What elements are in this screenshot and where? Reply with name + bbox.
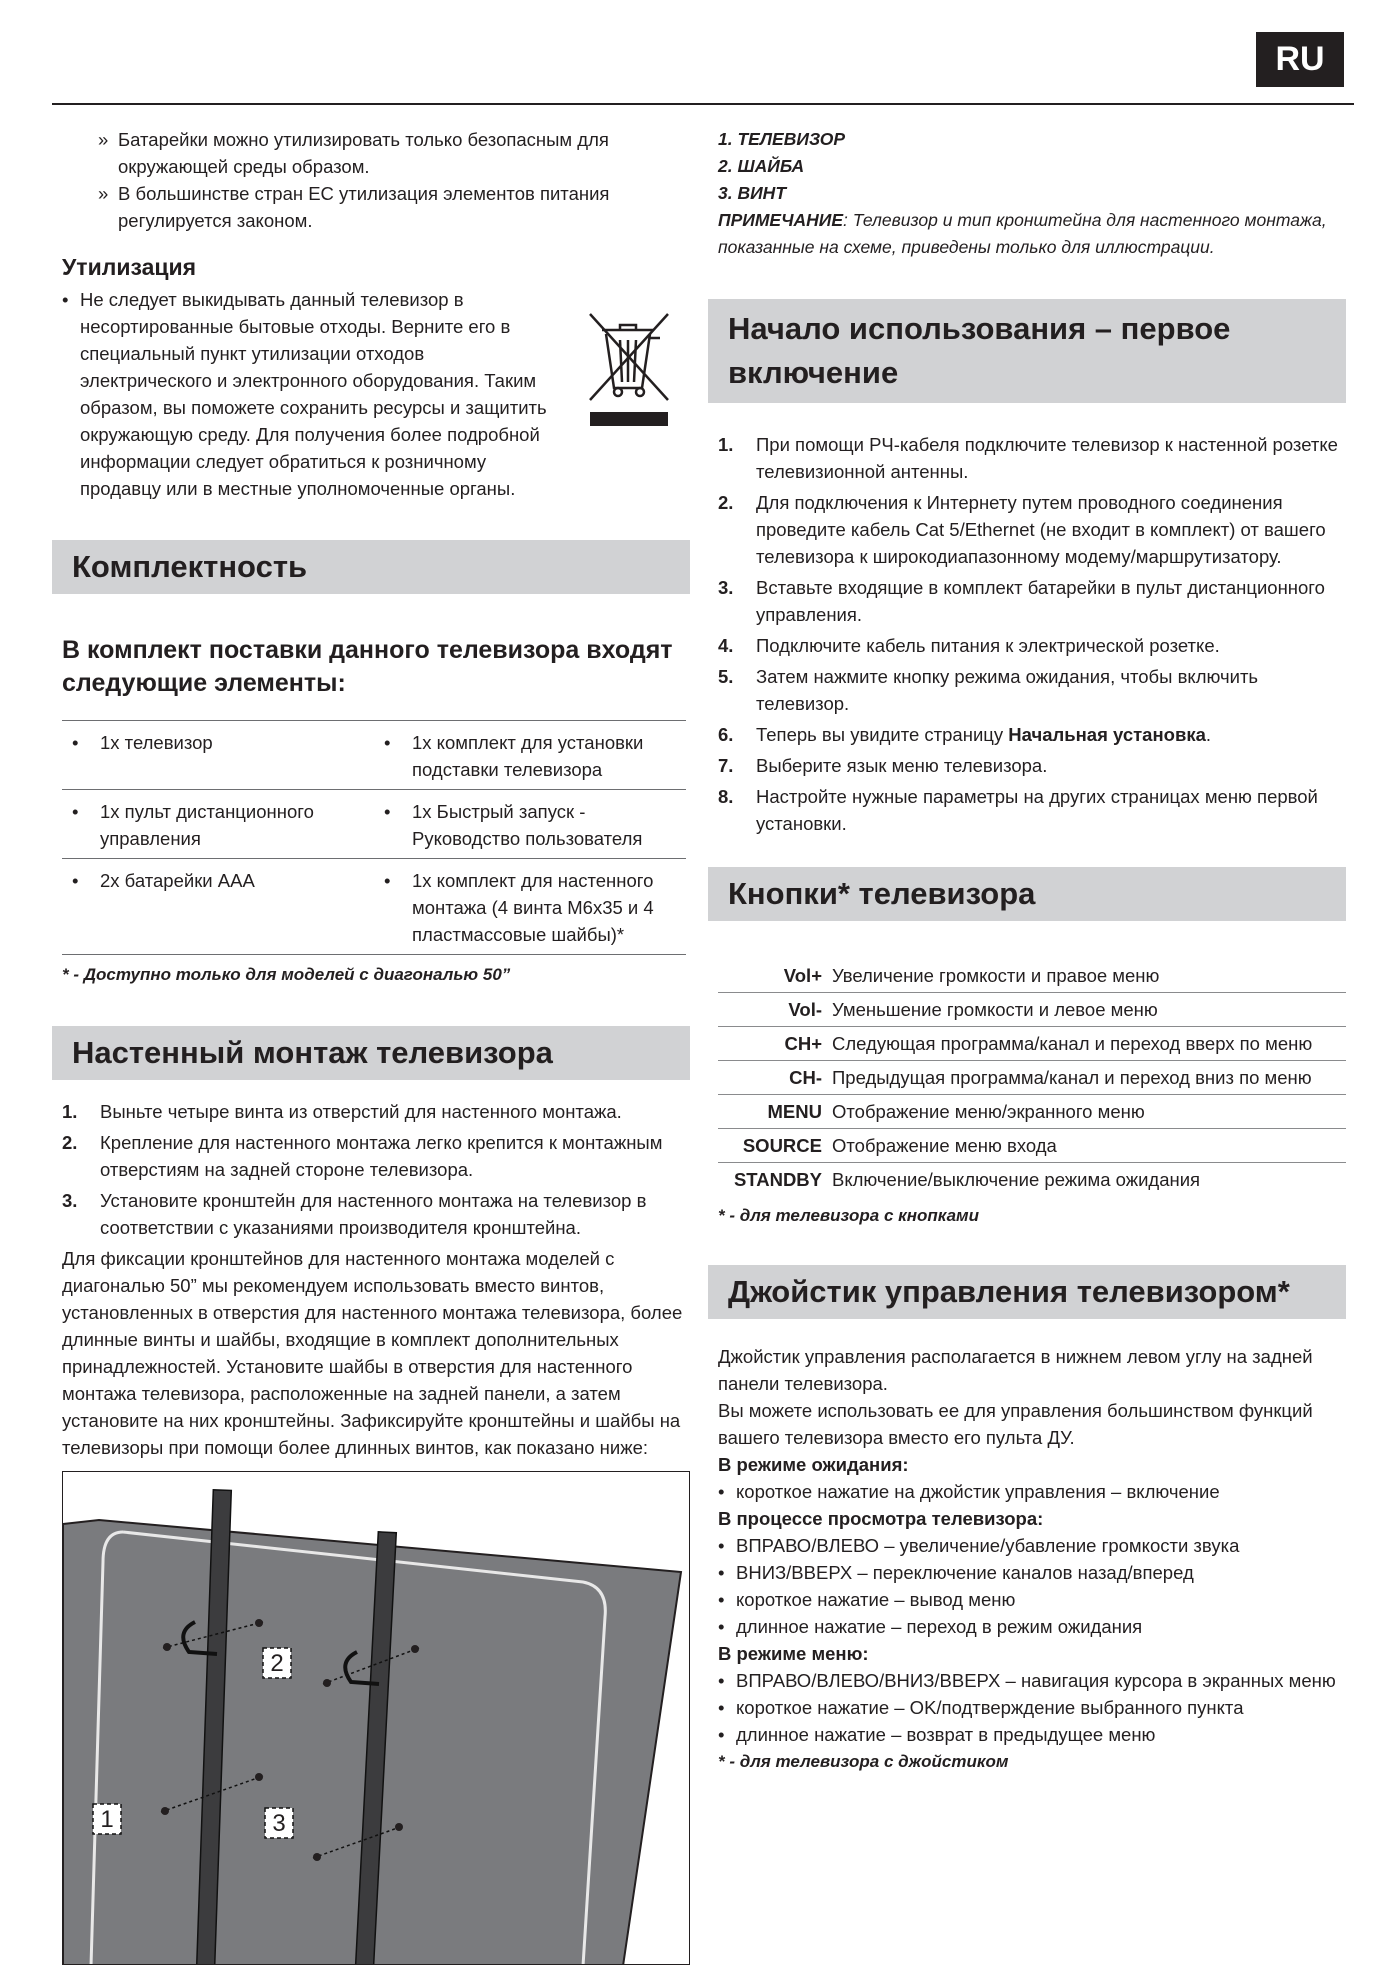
joystick-intro: Вы можете использовать ее для управления большинством функций вашего телевизора вместо его пульта ДУ.: [718, 1400, 1313, 1448]
step-number: 1.: [718, 434, 734, 455]
tv-bracket-drawing: [63, 1472, 690, 1965]
list-item: [708, 574, 1346, 628]
joystick-menu-list: [708, 1667, 1346, 1748]
step-text: Крепление для настенного монтажа легко крепится к монтажным отверстиям на задней стороне телевизора.: [100, 1132, 663, 1180]
battery-notes: [52, 126, 690, 234]
step-text: .: [1205, 724, 1212, 745]
button-desc: Уменьшение громкости и левое меню: [832, 999, 1158, 1020]
kit-item: • 1x телевизор: [62, 729, 374, 756]
joystick-watching-list: [708, 1532, 1346, 1640]
step-text: Теперь вы увидите страницу: [756, 724, 1009, 745]
kit-item: • 1x комплект для установки подставки телевизора: [374, 729, 686, 783]
button-desc: Включение/выключение режима ожидания: [832, 1169, 1201, 1190]
contents-footnote: * - Доступно только для моделей с диагональю 50”: [62, 965, 511, 984]
button-desc: Следующая программа/канал и переход вверх по меню: [832, 1033, 1313, 1054]
joystick-watching-title: В процессе просмотра телевизора:: [718, 1508, 1044, 1529]
button-desc: Увеличение громкости и правое меню: [832, 965, 1160, 986]
table-row: [718, 1129, 1346, 1163]
right-column: [708, 126, 1346, 1775]
joystick-block: [708, 1343, 1346, 1775]
table-row: [718, 1061, 1346, 1095]
list-item: [52, 1187, 690, 1241]
list-item: • ВНИЗ/ВВЕРХ – переключение каналов назад/вперед: [708, 1559, 1346, 1586]
figure-label-2: 2: [270, 1650, 284, 1677]
legend-note: [718, 207, 1346, 261]
step-number: 5.: [718, 666, 734, 687]
joystick-menu-title: В режиме меню:: [718, 1643, 869, 1664]
list-item: [708, 489, 1346, 570]
wall-mount-illustration: [62, 1471, 690, 1965]
figure-label-3: 3: [272, 1810, 286, 1837]
step-number: 3.: [62, 1190, 78, 1211]
table-row: [718, 1163, 1346, 1197]
step-number: 2.: [62, 1132, 78, 1153]
list-item: [708, 663, 1346, 717]
button-key: SOURCE: [742, 1135, 822, 1156]
list-item: • ВПРАВО/ВЛЕВО/ВНИЗ/ВВЕРХ – навигация курсора в экранных меню: [708, 1667, 1346, 1694]
disposal-text: • Не следует выкидывать данный телевизор в несортированные бытовые отходы. Верните его в специальный пункт утилизации отходов электрического и электронного оборудования. Таким образом, вы поможете сохранить ресурсы и защитить окружающую среду. Для получения более подробной информации следует обратиться к розничному продавцу или в местные уполномоченные органы.: [52, 286, 552, 502]
list-item: • короткое нажатие – вывод меню: [708, 1586, 1346, 1613]
joystick-standby-list: [708, 1478, 1346, 1505]
contents-section-header: Комплектность: [52, 540, 690, 594]
step-text: Затем нажмите кнопку режима ожидания, чтобы включить телевизор.: [756, 666, 1259, 714]
step-text: Для подключения к Интернету путем проводного соединения проведите кабель Cat 5/Ethernet (не входит в комплект) от вашего телевизора к широкодиапазонному модему/маршрутизатору.: [756, 492, 1326, 567]
disposal-block: [52, 286, 690, 502]
table-row: [62, 859, 686, 955]
button-desc: Отображение меню/экранного меню: [832, 1101, 1145, 1122]
list-item: [708, 632, 1346, 659]
step-text: Выньте четыре винта из отверстий для настенного монтажа.: [100, 1101, 622, 1122]
kit-item: • 1x комплект для настенного монтажа (4 винта М6x35 и 4 пластмассовые шайбы)*: [374, 867, 686, 948]
button-key: Vol-: [788, 999, 822, 1020]
step-text: При помощи РЧ-кабеля подключите телевизор к настенной розетке телевизионной антенны.: [756, 434, 1338, 482]
legend-item: 3. ВИНТ: [718, 183, 787, 203]
contents-table: [62, 720, 686, 955]
contents-lead: В комплект поставки данного телевизора входят следующие элементы:: [62, 636, 673, 697]
step-number: 6.: [718, 724, 734, 745]
table-row: [718, 993, 1346, 1027]
joystick-intro: Джойстик управления располагается в нижнем левом углу на задней панели телевизора.: [718, 1346, 1313, 1394]
battery-note: » В большинстве стран ЕС утилизация элементов питания регулируется законом.: [52, 180, 690, 234]
table-row: [62, 721, 686, 790]
list-item: [708, 783, 1346, 837]
list-item: [708, 752, 1346, 779]
buttons-section-header: Кнопки* телевизора: [708, 867, 1346, 921]
step-text-bold: Начальная установка: [1008, 724, 1206, 745]
kit-item: • 1x пульт дистанционного управления: [62, 798, 374, 852]
step-number: 8.: [718, 786, 734, 807]
figure-label-1: 1: [100, 1806, 114, 1833]
step-text: Вставьте входящие в комплект батарейки в пульт дистанционного управления.: [756, 577, 1325, 625]
list-item: • длинное нажатие – возврат в предыдущее меню: [708, 1721, 1346, 1748]
left-column: [52, 126, 690, 1965]
getting-started-steps: [708, 431, 1346, 837]
header-rule: [52, 103, 1354, 105]
button-key: CH-: [789, 1067, 822, 1088]
step-number: 1.: [62, 1101, 78, 1122]
step-text: Настройте нужные параметры на других страницах меню первой установки.: [756, 786, 1318, 834]
joystick-footnote: * - для телевизора с джойстиком: [718, 1752, 1009, 1771]
button-key: Vol+: [783, 965, 822, 986]
legend-note-label: ПРИМЕЧАНИЕ: [718, 210, 844, 230]
step-text: Выберите язык меню телевизора.: [756, 755, 1048, 776]
list-item: • короткое нажатие на джойстик управления – включение: [708, 1478, 1346, 1505]
language-badge: RU: [1256, 32, 1344, 87]
list-item: [52, 1129, 690, 1183]
kit-item: • 1x Быстрый запуск - Руководство пользователя: [374, 798, 686, 852]
list-item: [708, 721, 1346, 748]
step-text: Установите кронштейн для настенного монтажа на телевизор в соответствии с указаниями производителя кронштейна.: [100, 1190, 647, 1238]
list-item: • длинное нажатие – переход в режим ожидания: [708, 1613, 1346, 1640]
figure-legend: [718, 126, 1346, 207]
list-item: • короткое нажатие – OK/подтверждение выбранного пункта: [708, 1694, 1346, 1721]
step-number: 7.: [718, 755, 734, 776]
battery-note: » Батарейки можно утилизировать только безопасным для окружающей среды образом.: [52, 126, 690, 180]
list-item: • ВПРАВО/ВЛЕВО – увеличение/убавление громкости звука: [708, 1532, 1346, 1559]
button-key: MENU: [767, 1101, 822, 1122]
step-number: 4.: [718, 635, 734, 656]
wall-mount-section-header: Настенный монтаж телевизора: [52, 1026, 690, 1080]
buttons-footnote: * - для телевизора с кнопками: [718, 1206, 980, 1225]
table-row: [718, 1095, 1346, 1129]
step-number: 2.: [718, 492, 734, 513]
legend-note-text: : Телевизор и тип кронштейна для настенного монтажа, показанные на схеме, приведены только для иллюстрации.: [718, 210, 1327, 257]
legend-item: 2. ШАЙБА: [718, 156, 805, 176]
step-text: Подключите кабель питания к электрической розетке.: [756, 635, 1220, 656]
joystick-standby-title: В режиме ожидания:: [718, 1454, 909, 1475]
table-row: [718, 959, 1346, 993]
list-item: [708, 431, 1346, 485]
button-desc: Предыдущая программа/канал и переход вниз по меню: [832, 1067, 1312, 1088]
disposal-title: Утилизация: [62, 254, 197, 280]
wall-mount-paragraph: Для фиксации кронштейнов для настенного монтажа моделей с диагональю 50” мы рекомендуем использовать вместо винтов, установленных в отверстия для настенного монтажа телевизора, более длинные винты и шайбы, входящие в комплект дополнительных принадлежностей. Установите шайбы в отверстия для настенного монтажа телевизора, расположенные на задней панели, а затем установите на них кронштейны. Зафиксируйте кронштейны и шайбы на телевизоры при помощи более длинных винтов, как показано ниже:: [62, 1248, 683, 1458]
weee-crossed-bin-icon: [584, 308, 674, 426]
step-number: 3.: [718, 577, 734, 598]
button-key: CH+: [784, 1033, 822, 1054]
buttons-table: [718, 959, 1346, 1196]
table-row: [62, 790, 686, 859]
legend-item: 1. ТЕЛЕВИЗОР: [718, 129, 846, 149]
button-key: STANDBY: [733, 1169, 822, 1190]
joystick-section-header: Джойстик управления телевизором*: [708, 1265, 1346, 1319]
wall-mount-steps: [52, 1098, 690, 1241]
table-row: [718, 1027, 1346, 1061]
button-desc: Отображение меню входа: [832, 1135, 1057, 1156]
kit-item: • 2x батарейки AAA: [62, 867, 374, 894]
getting-started-section-header: Начало использования – первое включение: [708, 299, 1346, 403]
list-item: [52, 1098, 690, 1125]
